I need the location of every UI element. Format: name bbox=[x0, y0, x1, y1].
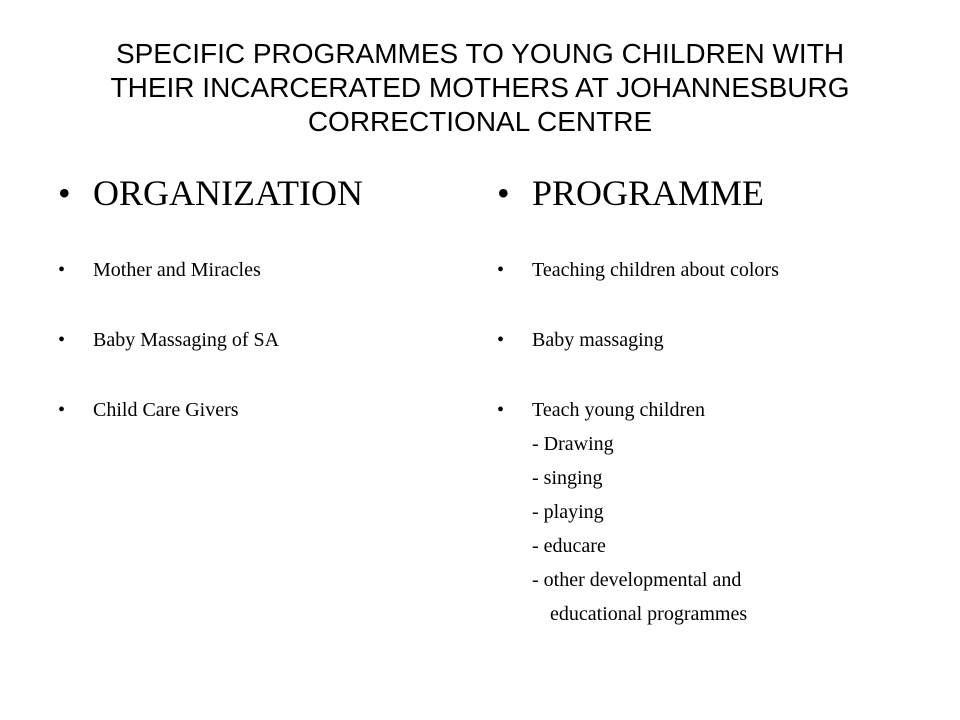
organization-heading-text: ORGANIZATION bbox=[93, 173, 363, 213]
bullet-icon: • bbox=[497, 399, 505, 421]
programme-sub-item: - educare bbox=[532, 535, 606, 557]
organization-item-text: Mother and Miracles bbox=[93, 259, 261, 281]
programme-sub-item: - other developmental and bbox=[532, 569, 742, 591]
programme-item-text: Teach young children bbox=[532, 399, 705, 421]
bullet-icon: • bbox=[497, 329, 505, 351]
organization-column bbox=[58, 172, 458, 427]
programme-column bbox=[497, 172, 917, 631]
organization-item-text: Child Care Givers bbox=[93, 399, 239, 421]
organization-item bbox=[58, 393, 458, 427]
organization-item bbox=[58, 323, 458, 357]
organization-item-text: Baby Massaging of SA bbox=[93, 329, 280, 351]
programme-sub-list bbox=[532, 427, 917, 631]
programme-item-text: Baby massaging bbox=[532, 329, 664, 351]
slide-title bbox=[40, 37, 920, 139]
organization-item bbox=[58, 253, 458, 287]
organization-list bbox=[58, 253, 458, 427]
organization-heading bbox=[58, 172, 458, 214]
programme-sub-item: - singing bbox=[532, 467, 603, 489]
programme-item bbox=[497, 393, 917, 631]
programme-heading-text: PROGRAMME bbox=[532, 173, 765, 213]
programme-heading bbox=[497, 172, 917, 214]
programme-sub-item: - Drawing bbox=[532, 433, 614, 455]
bullet-icon: • bbox=[58, 329, 66, 351]
programme-item bbox=[497, 253, 917, 287]
title-line-2: THEIR INCARCERATED MOTHERS AT JOHANNESBURG bbox=[110, 72, 850, 103]
title-line-3: CORRECTIONAL CENTRE bbox=[307, 106, 653, 137]
bullet-icon: • bbox=[497, 259, 505, 281]
programme-sub-item: - playing bbox=[532, 501, 604, 523]
bullet-icon: • bbox=[58, 173, 71, 213]
programme-item bbox=[497, 323, 917, 357]
bullet-icon: • bbox=[58, 259, 66, 281]
bullet-icon: • bbox=[58, 399, 66, 421]
programme-item-text: Teaching children about colors bbox=[532, 259, 779, 281]
programme-list bbox=[497, 253, 917, 631]
title-line-1: SPECIFIC PROGRAMMES TO YOUNG CHILDREN WITH bbox=[115, 38, 845, 69]
bullet-icon: • bbox=[497, 173, 510, 213]
programme-sub-item: educational programmes bbox=[550, 603, 748, 625]
